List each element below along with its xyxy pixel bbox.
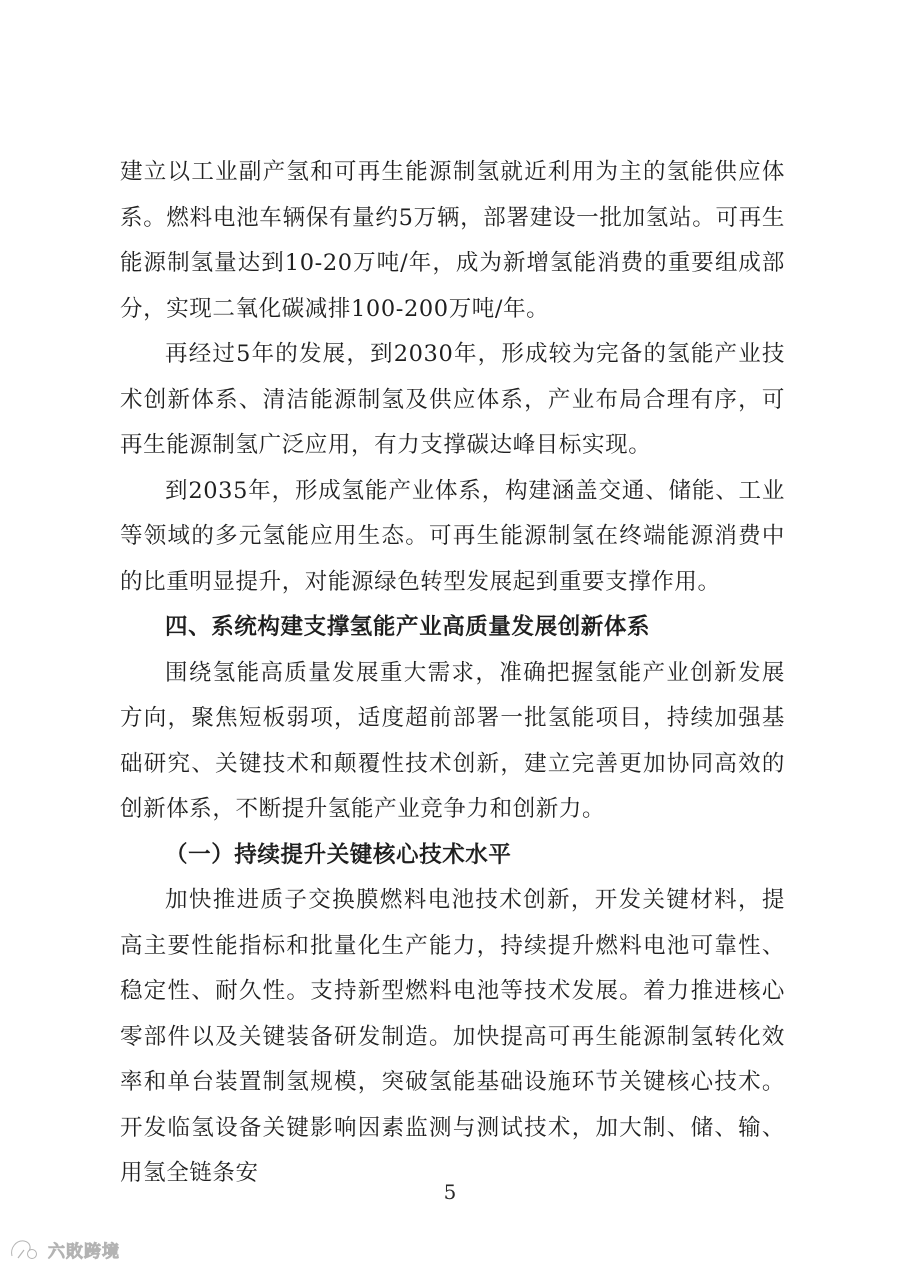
subsection-heading: （一）持续提升关键核心技术水平	[165, 841, 512, 868]
watermark-logo-icon	[8, 1236, 42, 1262]
watermark	[8, 1236, 120, 1262]
page-number: 5	[443, 1180, 457, 1204]
paragraph-continued: 建立以工业副产氢和可再生能源制氢就近利用为主的氢能供应体系。燃料电池车辆保有量约5万辆，部署建设一批加氢站。可再生能源制氢量达到10-20万吨/年，成为新增氢能消费的重要组成部分，实现二氧化碳减排100-200万吨/年。	[120, 159, 785, 322]
section-heading: 四、系统构建支撑氢能产业高质量发展创新体系	[165, 614, 651, 640]
subsection-paragraph: 加快推进质子交换膜燃料电池技术创新，开发关键材料，提高主要性能指标和批量化生产能力，持续提升燃料电池可靠性、稳定性、耐久性。支持新型燃料电池等技术发展。着力推进核心零部件以及关键装备研发制造。加快提高可再生能源制氢转化效率和单台装置制氢规模，突破氢能基础设施环节关键核心技术。开发临氢设备关键影响因素监测与测试技术，加大制、储、输、用氢全链条安	[120, 887, 785, 1186]
watermark-text: 六敗跨境	[48, 1241, 120, 1262]
paragraph-2035-goal: 到2035年，形成氢能产业体系，构建涵盖交通、储能、工业等领域的多元氢能应用生态。可再生能源制氢在终端能源消费中的比重明显提升，对能源绿色转型发展起到重要支撑作用。	[120, 477, 785, 595]
paragraph-2030-goal: 再经过5年的发展，到2030年，形成较为完备的氢能产业技术创新体系、清洁能源制氢及供应体系，产业布局合理有序，可再生能源制氢广泛应用，有力支撑碳达峰目标实现。	[120, 341, 785, 458]
document-body	[120, 150, 785, 1197]
section-paragraph: 围绕氢能高质量发展重大需求，准确把握氢能产业创新发展方向，聚焦短板弱项，适度超前部署一批氢能项目，持续加强基础研究、关键技术和颠覆性技术创新，建立完善更加协同高效的创新体系，不断提升氢能产业竞争力和创新力。	[120, 659, 785, 822]
